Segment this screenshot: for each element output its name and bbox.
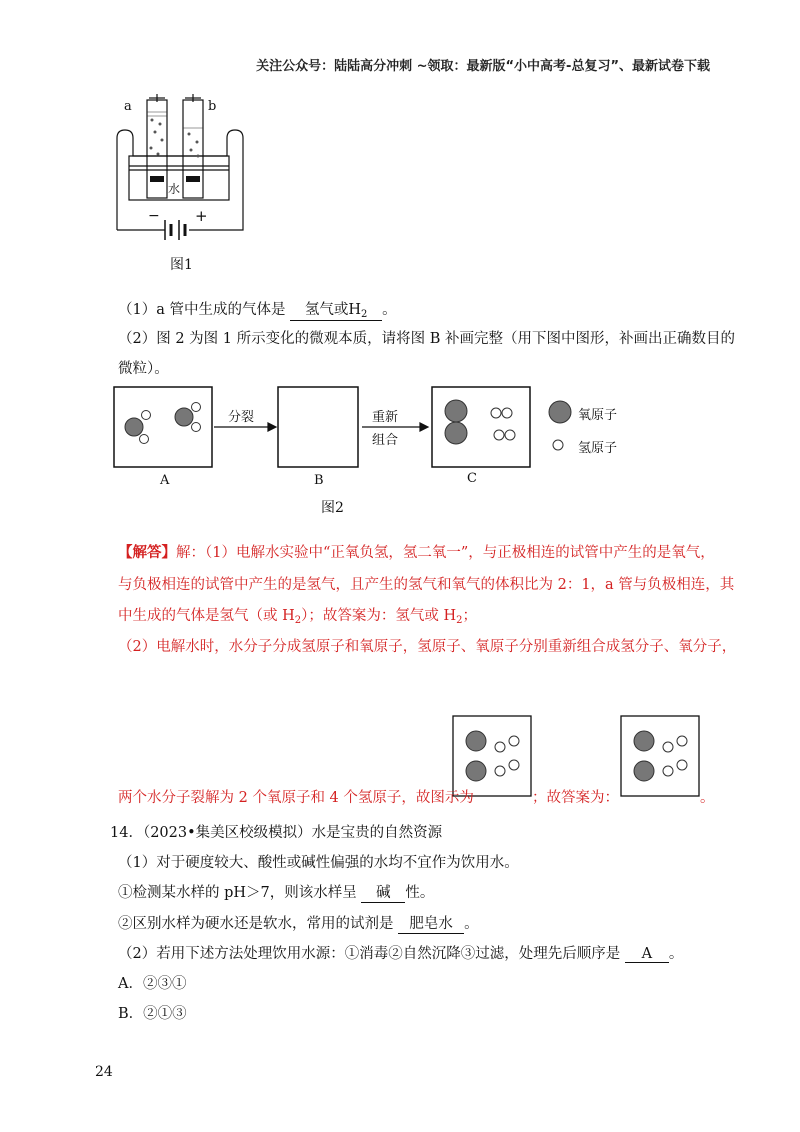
- legend-oxygen-label: 氧原子: [578, 408, 618, 423]
- question-1-answer: [290, 298, 382, 321]
- part-2-prefix: （2）若用下述方法处理饮用水源：①消毒②自然沉降③过滤，处理先后顺序是: [118, 946, 621, 962]
- figure-1-label-b: b: [208, 99, 217, 114]
- solution-tag: 【解答】: [118, 544, 176, 561]
- box-a-molecules: [125, 403, 201, 444]
- solution-line-1-text: 解：（1）电解水实验中“正氧负氢，氢二氧一”，与正极相连的试管中产生的是氧气，: [176, 545, 715, 561]
- box-c-molecules: [445, 400, 515, 444]
- solution-line-3: [118, 604, 477, 626]
- part-1-1-suffix: 性。: [405, 885, 435, 901]
- part-1-2-suffix: 。: [464, 916, 479, 932]
- box-a-label: A: [160, 473, 170, 488]
- box-b-label: B: [314, 473, 324, 488]
- question-14-part-1: （1）对于硬度较大、酸性或碱性偏强的水均不宜作为饮用水。: [118, 855, 519, 871]
- question-1-prefix: （1）a 管中生成的气体是: [118, 302, 286, 318]
- solution-line-3-c: ；: [462, 608, 478, 624]
- solution-line-3-sub-2: 2: [456, 615, 463, 626]
- question-1-answer-sub: 2: [360, 309, 368, 320]
- figure-1-caption: 图1: [170, 257, 193, 273]
- answer-diagram-2: [620, 715, 700, 797]
- part-2-answer: A: [625, 946, 669, 963]
- legend-hydrogen-icon: [553, 440, 563, 450]
- arrow-2-label-line-2: 组合: [372, 433, 399, 448]
- figure-2-caption: 图2: [321, 500, 344, 516]
- part-1-2-answer: 肥皂水: [398, 912, 464, 934]
- figure-1-label-a: a: [124, 99, 132, 114]
- part-1-1-answer: 碱: [361, 881, 405, 903]
- part-1-2-prefix: ②区别水样为硬水还是软水，常用的试剂是: [118, 916, 394, 932]
- option-a: A．②③①: [118, 976, 187, 992]
- solution-line-4: （2）电解水时，水分子分成氢原子和氧原子，氢原子、氧原子分别重新组合成氢分子、氧分子，: [118, 639, 737, 655]
- solution-line-5-b: ；故答案为：: [532, 790, 619, 806]
- solution-line-3-a: 中生成的气体是氢气（或 H: [118, 608, 295, 624]
- solution-line-5-a: 两个水分子裂解为 2 个氧原子和 4 个氢原子，故图示为: [118, 790, 474, 806]
- answer-diagram-1: [452, 715, 532, 797]
- question-2-line-1: （2）图 2 为图 1 所示变化的微观本质，请将图 B 补画完整（用下图中图形，补画出正确数目的: [118, 331, 735, 347]
- arrow-1-label: 分裂: [228, 410, 255, 425]
- page-header: 关注公众号：陆陆高分冲刺 ~领取：最新版“小中高考-总复习”、最新试卷下载: [256, 59, 710, 74]
- question-14-part-1-1: [118, 881, 434, 903]
- solution-line-2: 与负极相连的试管中产生的是氢气，且产生的氢气和氧气的体积比为 2：1，a 管与负极相连，其: [118, 577, 735, 593]
- question-14-part-2: [118, 942, 683, 963]
- question-1-answer-main: 氢气或H: [304, 302, 361, 318]
- box-b: [278, 387, 358, 467]
- question-1-suffix: 。: [382, 302, 397, 318]
- solution-line-3-b: ）；故答案为：氢气或 H: [301, 608, 457, 624]
- question-2-line-2: 微粒）。: [118, 361, 169, 377]
- figure-1-water-label: 水: [168, 182, 181, 196]
- option-b: B．②①③: [118, 1006, 187, 1022]
- figure-1-minus: −: [148, 208, 160, 224]
- arrow-2-label-line-1: 重新: [372, 410, 399, 425]
- solution-line-1: [118, 541, 715, 562]
- solution-line-5-c: 。: [700, 790, 715, 806]
- figure-2-diagram: [112, 385, 652, 470]
- part-1-1-prefix: ①检测某水样的 pH＞7，则该水样呈: [118, 885, 357, 901]
- figure-1-plus: +: [195, 207, 208, 225]
- solution-line-3-sub-1: 2: [294, 615, 302, 626]
- legend-oxygen-icon: [549, 401, 571, 423]
- question-14-part-1-2: [118, 912, 479, 934]
- page-number: 24: [95, 1064, 113, 1080]
- part-2-suffix: 。: [668, 946, 684, 962]
- box-c-label: C: [467, 471, 477, 486]
- legend-hydrogen-label: 氢原子: [578, 441, 618, 456]
- question-14-stem: 14．（2023•集美区校级模拟）水是宝贵的自然资源: [110, 825, 443, 841]
- question-1: [118, 298, 397, 321]
